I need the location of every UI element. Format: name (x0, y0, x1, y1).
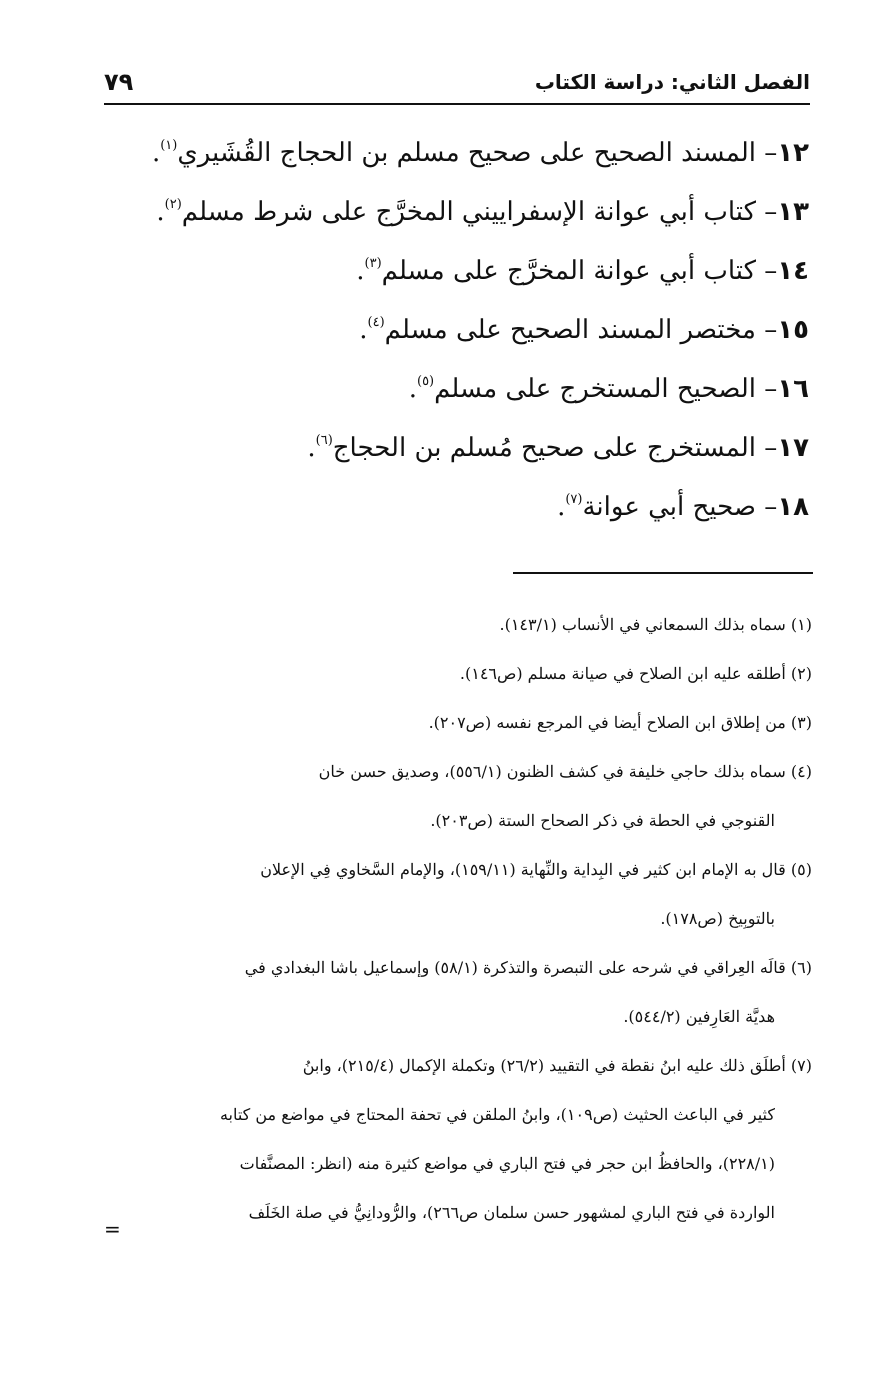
list-item (129, 242, 809, 301)
item-end: . (151, 138, 161, 168)
footnote-line: بالتوبِيخ (ص١٧٨). (660, 909, 775, 928)
item-end: . (408, 374, 417, 404)
footnote-ref: (٦) (315, 433, 333, 448)
item-end: . (359, 315, 368, 345)
footnote-ref: (٣) (364, 256, 382, 271)
list-item (129, 183, 809, 242)
item-number: ١٣ (777, 197, 809, 227)
item-text: – صحيح أبي عوانة (582, 492, 778, 522)
footnote-ref: (٥) (416, 374, 435, 389)
footnote-ref: (٧) (565, 492, 583, 507)
footnote-line: (٦) قالَه العِراقي في شرحه على التبصرة والتذكرة (٥٨/١) وإسماعيل باشا البغدادي في (244, 958, 812, 977)
page-number: ٧٩ (104, 68, 134, 96)
footnote (104, 943, 812, 1041)
footnote (104, 649, 812, 698)
footnotes (104, 600, 812, 1237)
footnote-line: (٤) سماه بذلك حاجي خليفة في كشف الظنون (٥٥٦/١)، وصديق حسن خان (318, 762, 812, 781)
footnote-line: (٥) قال به الإمام ابن كثير في البِداية والنِّهاية (١٥٩/١١)، والإمام السَّخاوي فِي الإعلان (260, 860, 812, 879)
item-end: . (356, 256, 365, 286)
list-item (129, 360, 809, 419)
footnote (104, 600, 812, 649)
item-number: ١٥ (777, 315, 809, 345)
footnote (104, 845, 812, 943)
item-text: – المسند الصحيح على صحيح مسلم بن الحجاج القُشَيري (177, 138, 778, 168)
footnote-ref: (٤) (367, 315, 385, 330)
item-number: ١٦ (777, 374, 809, 404)
continuation-mark: = (104, 1217, 121, 1241)
footnote-line: (٣) من إطلاق ابن الصلاح أيضا في المرجع نفسه (ص٢٠٧). (428, 713, 812, 732)
page-header (104, 68, 810, 104)
footnote-line: القنوجي في الحطة في ذكر الصحاح الستة (ص٢٠٣). (430, 811, 775, 830)
item-text: – مختصر المسند الصحيح على مسلم (384, 315, 778, 345)
footnote (104, 698, 812, 747)
item-number: ١٨ (777, 492, 809, 522)
footnote-line: هديَّة العَارِفين (٥٤٤/٢). (623, 1007, 775, 1026)
item-end: . (557, 492, 566, 522)
footnote-line: (٢٢٨/١)، والحافظُ ابن حجر في فتح الباري في مواضع كثيرة منه (انظر: المصنَّفات (239, 1154, 775, 1173)
list-item (129, 478, 809, 537)
list-item (129, 419, 809, 478)
item-text: – المستخرج على صحيح مُسلم بن الحجاج (332, 433, 778, 463)
item-text: – كتاب أبي عوانة المخرَّج على مسلم (381, 256, 778, 286)
item-number: ١٤ (777, 256, 809, 286)
footnote-ref: (٢) (164, 197, 182, 212)
footnote-line: كثير في الباعث الحثيث (ص١٠٩)، وابنُ الملقن في تحفة المحتاج في مواضع من كتابه (219, 1105, 775, 1124)
footnote (104, 747, 812, 845)
footnote-line: (٢) أطلقه عليه ابن الصلاح في صيانة مسلم (ص١٤٦). (459, 664, 812, 683)
list-item (129, 124, 809, 183)
item-number: ١٧ (777, 433, 809, 463)
item-text: – كتاب أبي عوانة الإسفراييني المخرَّج على شرط مسلم (181, 197, 778, 227)
header-rule (104, 103, 810, 105)
footnote-ref: (١) (160, 138, 178, 153)
footnote-line: (١) سماه بذلك السمعاني في الأنساب (١٤٣/١). (499, 615, 812, 634)
footnote-line: الواردة في فتح الباري لمشهور حسن سلمان ص٢٦٦)، والرُّودانِيُّ في صلة الخَلَف (248, 1203, 775, 1222)
item-end: . (156, 197, 165, 227)
item-end: . (307, 433, 316, 463)
footnote-line: (٧) أطلَق ذلك عليه ابنُ نقطة في التقييد (٢٦/٢) وتكملة الإكمال (٢١٥/٤)، وابنُ (302, 1056, 812, 1075)
item-text: – الصحيح المستخرج على مسلم (434, 374, 778, 404)
list-item (129, 301, 809, 360)
item-number: ١٢ (777, 138, 809, 168)
footnote-separator (513, 572, 813, 574)
titles-list (129, 124, 809, 537)
running-head: الفصل الثاني: دراسة الكتاب (534, 70, 810, 94)
footnote (104, 1041, 812, 1237)
